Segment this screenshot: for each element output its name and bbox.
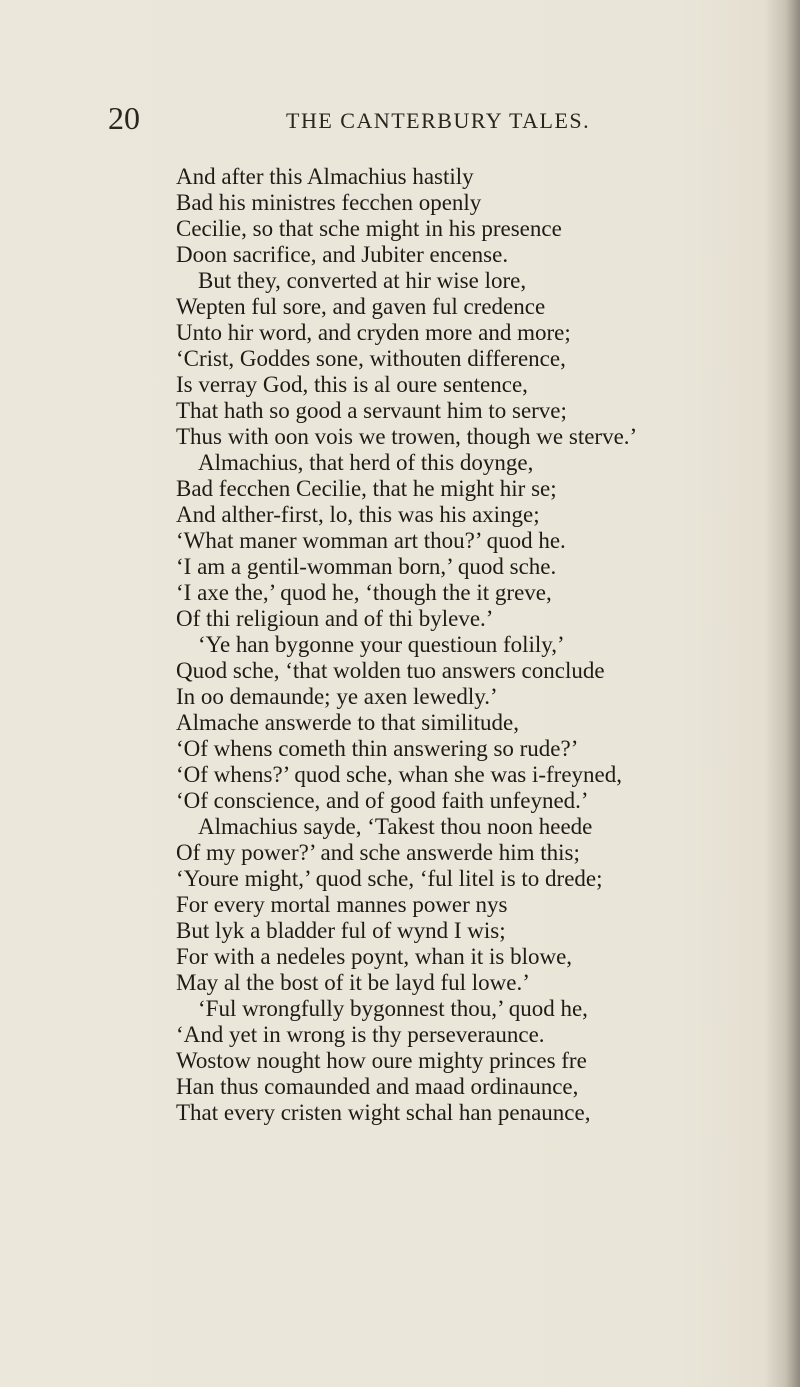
verse-line: In oo demaunde; ye axen lewedly.’ xyxy=(176,684,498,709)
verse-line: But they, converted at hir wise lore, xyxy=(198,268,527,293)
verse-line: Han thus comaunded and maad ordinaunce, xyxy=(176,1074,579,1099)
verse-line: ‘I axe the,’ quod he, ‘though the it greve, xyxy=(176,580,552,605)
verse-line: May al the bost of it be layd ful lowe.’ xyxy=(176,970,530,995)
verse-line: Is verray God, this is al oure sentence, xyxy=(176,372,528,397)
verse-line: For with a nedeles poynt, whan it is blowe, xyxy=(176,944,573,969)
verse-block xyxy=(176,164,776,1126)
verse-line: ‘Of conscience, and of good faith unfeyned.’ xyxy=(176,788,589,813)
verse-line: ‘Crist, Goddes sone, withouten difference, xyxy=(176,346,566,371)
verse-line: Almachius, that herd of this doynge, xyxy=(198,450,534,475)
verse-line: ‘Of whens?’ quod sche, whan she was i-freyned, xyxy=(176,762,623,787)
verse-line: That hath so good a servaunt him to serve; xyxy=(176,398,567,423)
verse-line: Almachius sayde, ‘Takest thou noon heede xyxy=(198,814,593,839)
verse-line: ‘And yet in wrong is thy perseveraunce. xyxy=(176,1022,545,1047)
verse-line: ‘Ye han bygonne your questioun folily,’ xyxy=(198,632,565,657)
verse-line: Almache answerde to that similitude, xyxy=(176,710,519,735)
verse-line: ‘I am a gentil-womman born,’ quod sche. xyxy=(176,554,557,579)
page-number: 20 xyxy=(108,100,140,136)
running-head: THE CANTERBURY TALES. xyxy=(286,108,591,133)
verse-line: Bad fecchen Cecilie, that he might hir se; xyxy=(176,476,557,501)
verse-line: Of my power?’ and sche answerde him this; xyxy=(176,840,580,865)
verse-line: Quod sche, ‘that wolden tuo answers conclude xyxy=(176,658,605,683)
verse-line: ‘Youre might,’ quod sche, ‘ful litel is to drede; xyxy=(176,866,603,891)
verse-line: That every cristen wight schal han penaunce, xyxy=(176,1100,591,1125)
verse-line: Thus with oon vois we trowen, though we sterve.’ xyxy=(176,424,638,449)
verse-line: ‘What maner womman art thou?’ quod he. xyxy=(176,528,566,553)
verse-line: And alther-first, lo, this was his axinge; xyxy=(176,502,540,527)
verse-line: ‘Of whens cometh thin answering so rude?’ xyxy=(176,736,579,761)
verse-line: Wepten ful sore, and gaven ful credence xyxy=(176,294,546,319)
verse-line: ‘Ful wrongfully bygonnest thou,’ quod he, xyxy=(198,996,588,1021)
verse-line: But lyk a bladder ful of wynd I wis; xyxy=(176,918,506,943)
verse-line: And after this Almachius hastily xyxy=(176,164,474,189)
verse-line: Bad his ministres fecchen openly xyxy=(176,190,482,215)
verse-line: Wostow nought how oure mighty princes fre xyxy=(176,1048,587,1073)
verse-line: Doon sacrifice, and Jubiter encense. xyxy=(176,242,509,267)
verse-line: Cecilie, so that sche might in his presence xyxy=(176,216,562,241)
verse-line: For every mortal mannes power nys xyxy=(176,892,508,917)
verse-line: Of thi religioun and of thi byleve.’ xyxy=(176,606,494,631)
verse-line: Unto hir word, and cryden more and more; xyxy=(176,320,571,345)
